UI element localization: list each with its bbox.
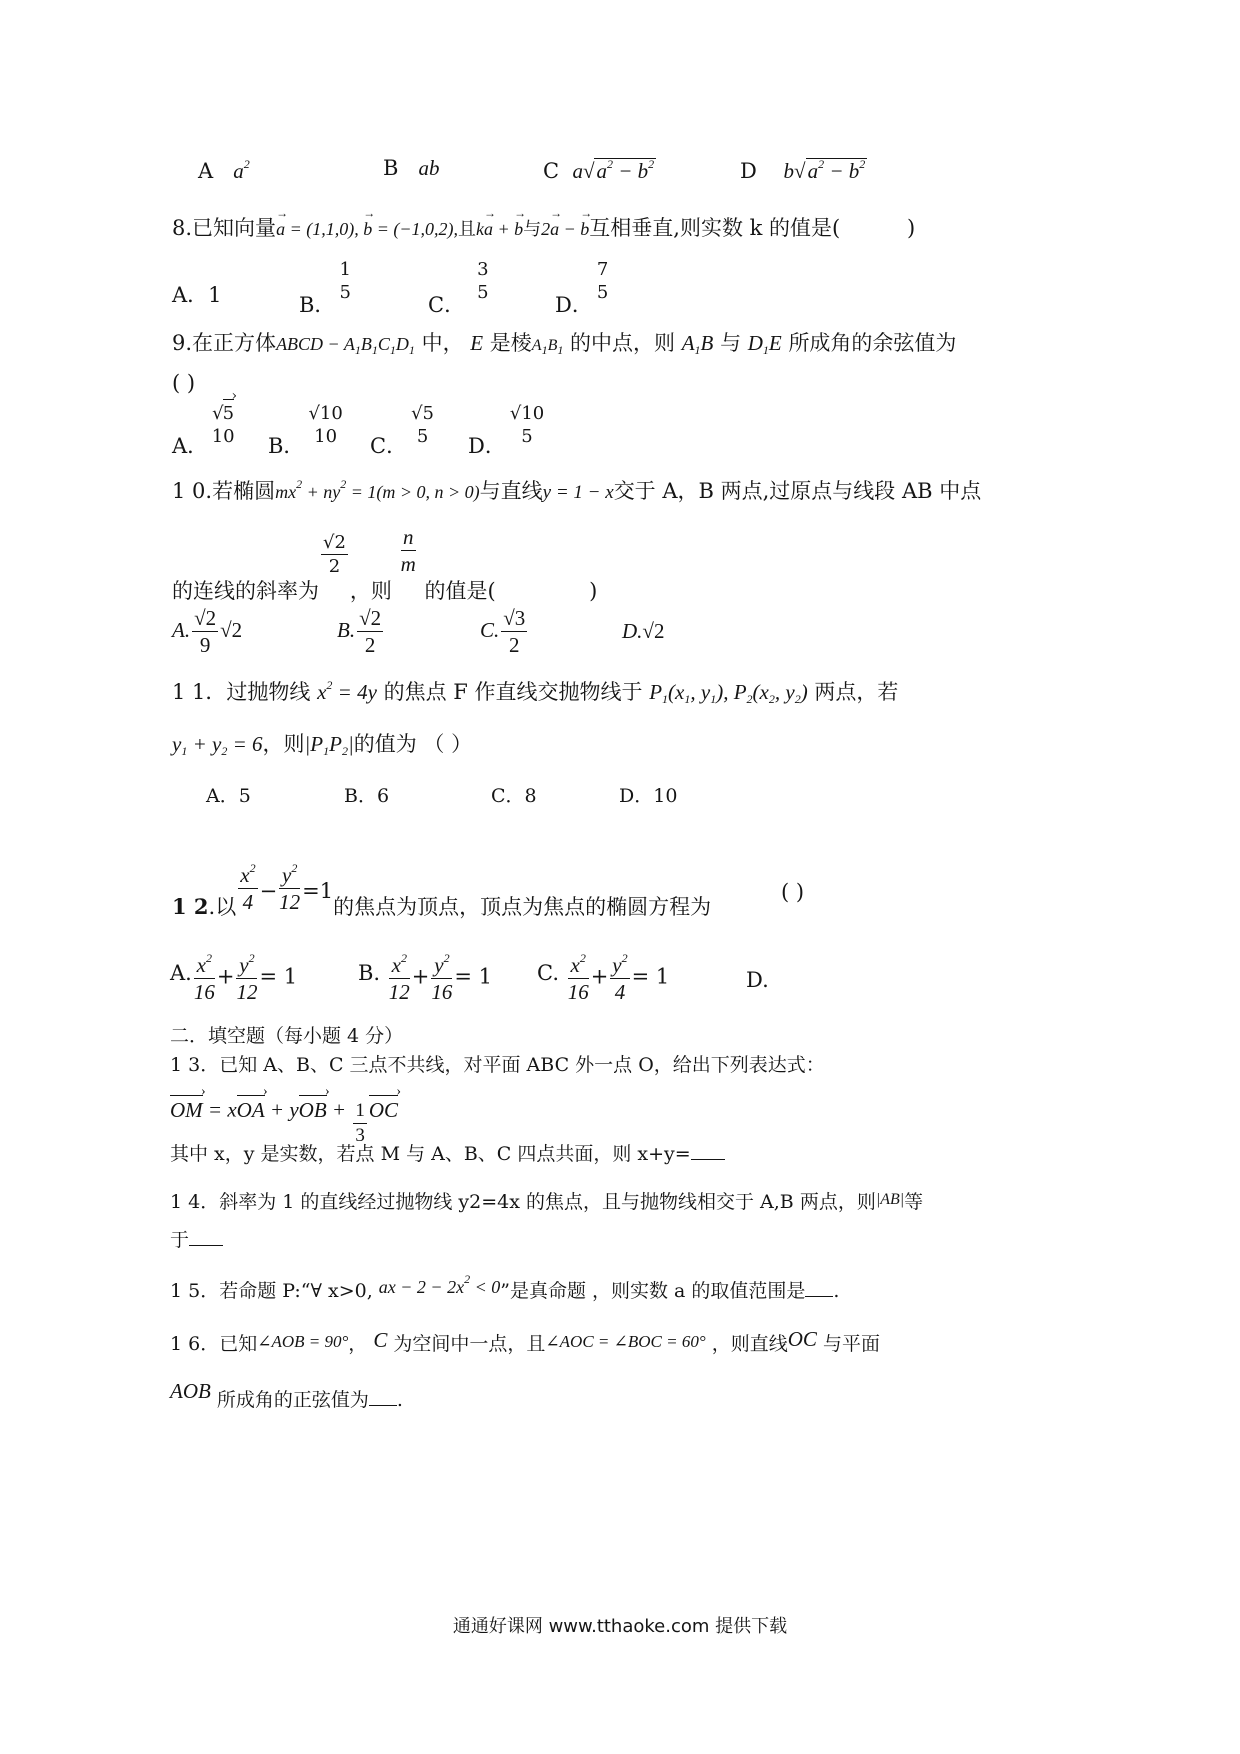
q15-inequality: ax − $2 - 2x^2 < 0$ [378, 1272, 501, 1297]
q16-mid4: 与平面 [822, 1333, 880, 1355]
q15-end: . [833, 1280, 840, 1302]
q12-option-c: C. $\frac{x^2}{16}$ + $\frac{y^2}{4}$ = 1 [537, 951, 670, 1005]
q7-option-b-label: B [383, 156, 399, 180]
q12-option-b-label: B. [358, 960, 381, 985]
q15-pre: 1 5．若命题 P:“∀ x>0, [170, 1280, 373, 1302]
q11-option-c: C．8 [491, 785, 537, 807]
q16-angle-aob: ∠AOB = 90° [257, 1332, 349, 1351]
q12-text-end: 的焦点为顶点，顶点为焦点的椭圆方程为 [333, 894, 712, 919]
q9-text-end: 所成角的余弦值为 [788, 331, 957, 355]
q10-text-pre: .若椭圆 [205, 479, 276, 503]
q14-line2-text: 于 [170, 1229, 190, 1251]
q11-option-b: B．6 [344, 785, 390, 807]
q16-mid2: 为空间中一点，且 [393, 1333, 546, 1355]
q16-line2-end: 所成角的正弦值为 [216, 1389, 369, 1411]
q11-line2-end: 的值为 （ ） [353, 732, 473, 756]
q8-option-d [555, 259, 612, 317]
q10-line2-pre: 的连线的斜率为 [172, 578, 319, 603]
q16-line1 [170, 1327, 880, 1355]
q14-line2 [170, 1231, 223, 1250]
q14-line1-text: 1 4．斜率为 1 的直线经过抛物线 y2=4x 的焦点，且与抛物线相交于 A,B 两点，则 [170, 1191, 876, 1213]
q15-blank [805, 1282, 833, 1297]
q10-ellipse: $mx^2 + ny^2 = 1(m > 0$, n > 0) [275, 477, 480, 502]
q11-text-end: 两点，若 [814, 680, 899, 704]
q9-cube: ABCD − $A_1B_1C_1D_1$ [276, 334, 415, 357]
q8-option-b-label: B． [299, 292, 336, 317]
q7-option-d-expr: $b√a^2 - b^2$ [783, 157, 866, 183]
q16-pre: 1 6．已知 [170, 1333, 258, 1355]
q16-period: . [396, 1389, 403, 1411]
q9-stem [172, 333, 956, 356]
q8-vectors: → a = (1,1,0), → b = (−1,0,2), [276, 219, 458, 239]
q11-text-pre: ．过抛物线 [205, 680, 311, 704]
q12-text-pre: .以 [208, 894, 237, 919]
q10-stem [172, 478, 981, 502]
q11-number: 1 1 [172, 680, 206, 704]
q11-condition: $y_1 + y_2 = 6$ [172, 732, 263, 758]
q9-option-c-label: C． [370, 433, 408, 458]
q10-line2-mid: ，则 [349, 578, 392, 603]
q7-option-d-label: D [740, 159, 757, 183]
q12-option-a-label: A. [170, 960, 192, 985]
section2-title: 二．填空题（每小题 4 分） [170, 1025, 404, 1047]
q10-n-over-m: $\frac{n}{m}$ [400, 525, 416, 577]
q7-option-a-label: A [198, 159, 214, 183]
q12-stem: 1 2.以 $\frac{x^2}{4}$ − $\frac{y^2}{12}$ =1的焦点为顶点，顶点为焦点的椭圆方程为 [172, 861, 712, 919]
q11-option-d: D．10 [619, 785, 678, 807]
q11-option-a: A．5 [206, 785, 251, 807]
q9-option-c [370, 403, 438, 458]
q7-option-c-label: C [543, 159, 560, 183]
q16-angles: ∠AOC = ∠BOC = 60° [545, 1332, 706, 1351]
q16-point-c: C [373, 1328, 388, 1352]
q8-vector-exprs: k→ a + → b [476, 219, 523, 239]
q10-option-b: B. $\frac{√2}{2}$ [337, 606, 382, 658]
q10-slope-frac: $\frac{√2}{2}$ [323, 532, 346, 578]
q12-number: 1 2 [172, 893, 209, 919]
q16-line-oc: OC [787, 1327, 817, 1351]
q9-number: 9 [172, 331, 186, 355]
q12-option-c-label: C. [537, 960, 559, 985]
q8-stem: 8.已知向量→ a = (1,1,0), → b = (−1,0,2),且k→ a + → b与2→ a − → b互相垂直,则实数 k 的值是( ) [172, 218, 915, 239]
q9-option-c-frac: √5 5 [411, 403, 434, 447]
q14-line1-end: 等 [904, 1191, 924, 1213]
q8-option-c-frac: 3 5 [477, 259, 489, 303]
q16-blank [369, 1391, 397, 1406]
q9-text-mid1: 中， [421, 331, 464, 355]
q10-line2 [172, 525, 598, 603]
q9-option-a-frac: √5 › 10 [210, 404, 236, 447]
q11-line2: $y_1 + y_2 = 6$，则$|P_1P_2|$的值为 （ ） [172, 732, 473, 758]
q11-points: $P_1(x_1$, $y_1$), $P_2(x_2$, $y_2$) [649, 680, 808, 706]
q8-option-c-label: C． [428, 292, 466, 317]
q12-option-d: D. [746, 968, 769, 992]
q9-option-a-label: A． [172, 433, 209, 458]
q15-line [170, 1272, 840, 1302]
q8-text-mid: 互相垂直,则实数 k 的值是( [589, 216, 841, 240]
q8-option-b-frac: 1 5 [339, 259, 351, 303]
q9-option-d-frac: √10 5 [509, 403, 545, 447]
q12-hyperbola-x: $\frac{x^2}{4}$ [240, 861, 256, 915]
q9-text-mid4: 与 [720, 331, 742, 355]
q13-blank [691, 1145, 725, 1160]
q10-option-c: C. $\frac{√3}{2}$ [480, 606, 526, 658]
q10-text-end: 交于 A，B 两点,过原点与线段 AB 中点 [613, 479, 982, 503]
q7-option-b-expr: ab [418, 156, 440, 180]
q16-mid1: ， [348, 1333, 368, 1355]
q16-plane-aob: AOB [170, 1379, 211, 1403]
q9-option-b-frac: √10 10 [308, 403, 343, 447]
q13-line3-text: 其中 x，y 是实数，若点 M 与 A、B、C 四点共面，则 x+y= [170, 1143, 691, 1165]
q8-option-b [299, 259, 355, 317]
q9-text-mid3: 的中点，则 [570, 331, 676, 355]
q11-stem [172, 679, 898, 705]
q10-text-mid: 与直线 [479, 479, 543, 503]
q16-mid3: ，则直线 [711, 1333, 788, 1355]
q11-text-mid: 的焦点 F 作直线交抛物线于 [383, 680, 643, 704]
q7-option-c-expr: $a√a^2 - b^2$ [572, 157, 655, 183]
q7-option-d [740, 158, 867, 182]
q15-post: ”是真命题 ，则实数 a 的取值范围是 [500, 1280, 806, 1302]
q8-paren-close: ) [907, 216, 916, 240]
q10-option-a: A. $\frac{√2}{9}$ √2 [172, 606, 243, 658]
q9-option-d-label: D． [468, 433, 506, 458]
q9-paren: ( ) [172, 371, 196, 395]
q10-number: 1 0 [172, 479, 206, 503]
q12-hyperbola-y: $\frac{y^2}{12}$ [279, 861, 301, 915]
q8-option-a: A．1 [172, 283, 222, 307]
footer-credit: 通通好课网 www.tthaoke.com 提供下载 [452, 1616, 788, 1637]
q9-text-pre: .在正方体 [185, 331, 277, 355]
q16-line2 [170, 1379, 403, 1411]
q10-line2-end: 的值是( [424, 578, 496, 603]
q12-option-a: A. $\frac{x^2}{16}$ + $\frac{y^2}{12}$ = 1 [170, 951, 298, 1005]
q10-option-d: D.√2 [622, 619, 665, 643]
q7-option-b [383, 158, 439, 179]
q12-paren: ( ) [781, 880, 805, 904]
q10-line: y = 1 − x [542, 482, 614, 503]
q8-text-pre: .已知向量 [185, 216, 277, 240]
q9-edge: $A_1B_1$ [531, 337, 564, 357]
q13-line1: 1 3．已知 A、B、C 三点不共线，对平面 ABC 外一点 O，给出下列表达式： [170, 1054, 825, 1076]
q11-parabola: $x^2 = 4y$ [317, 678, 377, 704]
q9-text-mid2: 是棱 [489, 331, 532, 355]
q13-line3 [170, 1145, 725, 1164]
q8-number: 8 [172, 216, 186, 240]
q9-line-d1e: $D_1E$ [747, 331, 782, 357]
q8-option-d-frac: 7 5 [596, 259, 609, 303]
q14-ab: |AB| [875, 1191, 905, 1208]
q14-blank [189, 1231, 223, 1246]
q9-option-b-label: B． [268, 433, 305, 458]
q9-option-b [268, 403, 347, 458]
q12-option-b: B. $\frac{x^2}{12}$ + $\frac{y^2}{16}$ = 1 [358, 951, 493, 1005]
q9-option-a [172, 403, 238, 458]
q7-option-a-expr: $a^2$ [233, 157, 250, 183]
q7-option-a [198, 158, 250, 182]
q7-option-c [543, 158, 656, 182]
q9-option-d [468, 403, 548, 458]
q9-line-a1b: $A_1B$ [681, 331, 714, 357]
q13-expression: OM › = xOA › + yOB › + $\frac{1}{3}$ OC › [170, 1089, 398, 1135]
q8-option-c [428, 259, 493, 317]
q14-line1 [170, 1193, 923, 1212]
q11-distance: $|P_1P_2|$ [304, 732, 354, 758]
q8-option-d-label: D． [555, 292, 593, 317]
q10-paren-close: ) [589, 578, 598, 603]
q9-point-e: E [470, 331, 484, 355]
